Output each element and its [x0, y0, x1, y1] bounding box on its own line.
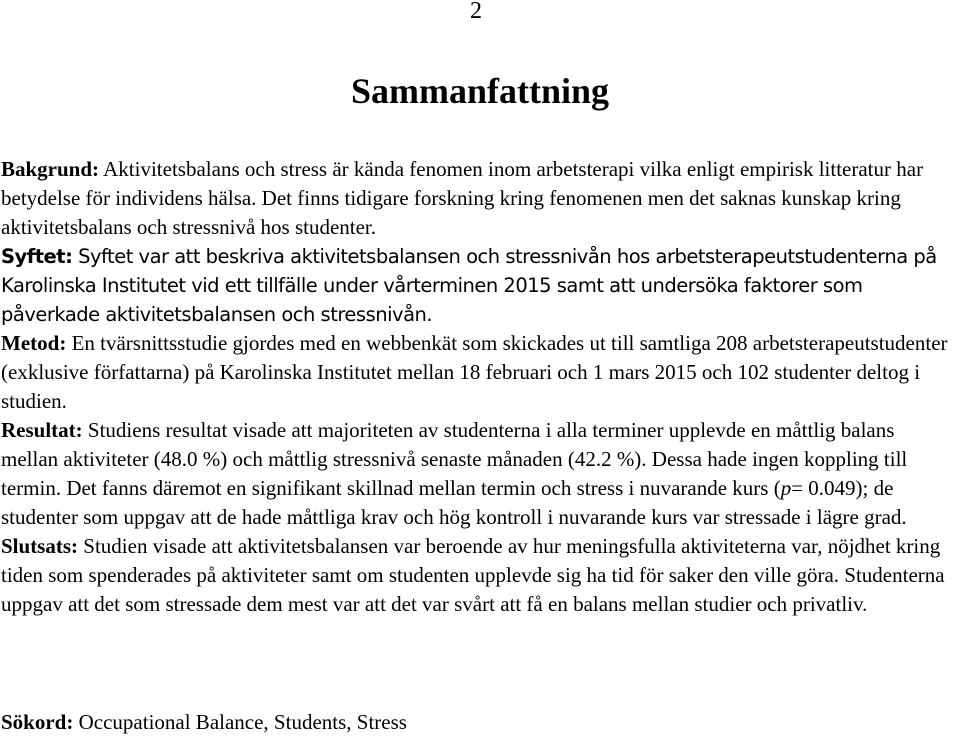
conclusion-label: Slutsats:	[1, 534, 79, 558]
method-paragraph	[1, 329, 956, 416]
conclusion-text: Studien visade att aktivitetsbalansen var beroende av hur meningsfulla aktiviteterna var, nöjdhet kring tiden som spenderades på aktiviteter samt om studenten upplevde sig ha tid för saker den ville göra. Studenterna uppgav att det som stressade dem mest var att det var svårt att få en balans mellan studier och privatliv.	[1, 534, 945, 616]
background-paragraph	[1, 155, 956, 242]
conclusion-paragraph	[1, 532, 956, 619]
keywords-text: Occupational Balance, Students, Stress	[73, 710, 407, 734]
results-text-before: Studiens resultat visade att majoriteten av studenterna i alla terminer upplevde en måttlig balans mellan aktiviteter (48.0 %) och måttlig stressnivå senaste månaden (42.2 %). Dessa hade ingen koppling till termin. Det fanns däremot en signifikant skillnad mellan termin och stress i nuvarande kurs (	[1, 418, 908, 500]
background-text: Aktivitetsbalans och stress är kända fenomen inom arbetsterapi vilka enligt empirisk litteratur har betydelse för individens hälsa. Det finns tidigare forskning kring fenomenen men det saknas kunskap kring aktivitetsbalans och stressnivå hos studenter.	[1, 157, 924, 239]
keywords-line	[1, 708, 407, 737]
results-label: Resultat:	[1, 418, 83, 442]
abstract-body	[1, 155, 956, 619]
page-number: 2	[470, 0, 482, 24]
background-label: Bakgrund:	[1, 157, 100, 181]
results-text-after: = 0.049); de studenter som uppgav att de hade måttliga krav och hög kontroll i nuvarande kurs var stressade i lägre grad.	[1, 476, 907, 529]
aim-paragraph	[1, 242, 956, 329]
page-title: Sammanfattning	[350, 71, 610, 111]
aim-label: Syftet:	[1, 245, 73, 268]
keywords-label: Sökord:	[1, 710, 74, 734]
p-value-symbol: p	[780, 476, 792, 500]
method-label: Metod:	[1, 331, 67, 355]
results-paragraph	[1, 416, 956, 532]
method-text: En tvärsnittsstudie gjordes med en webbenkät som skickades ut till samtliga 208 arbetsterapeutstudenter (exklusive författarna) på Karolinska Institutet mellan 18 februari och 1 mars 2015 och 102 studenter deltog i studien.	[1, 331, 948, 413]
aim-text: Syftet var att beskriva aktivitetsbalansen och stressnivån hos arbetsterapeutstudenterna på Karolinska Institutet vid ett tillfälle under vårterminen 2015 samt att undersöka faktorer som påverkade aktivitetsbalansen och stressnivån.	[1, 245, 937, 326]
